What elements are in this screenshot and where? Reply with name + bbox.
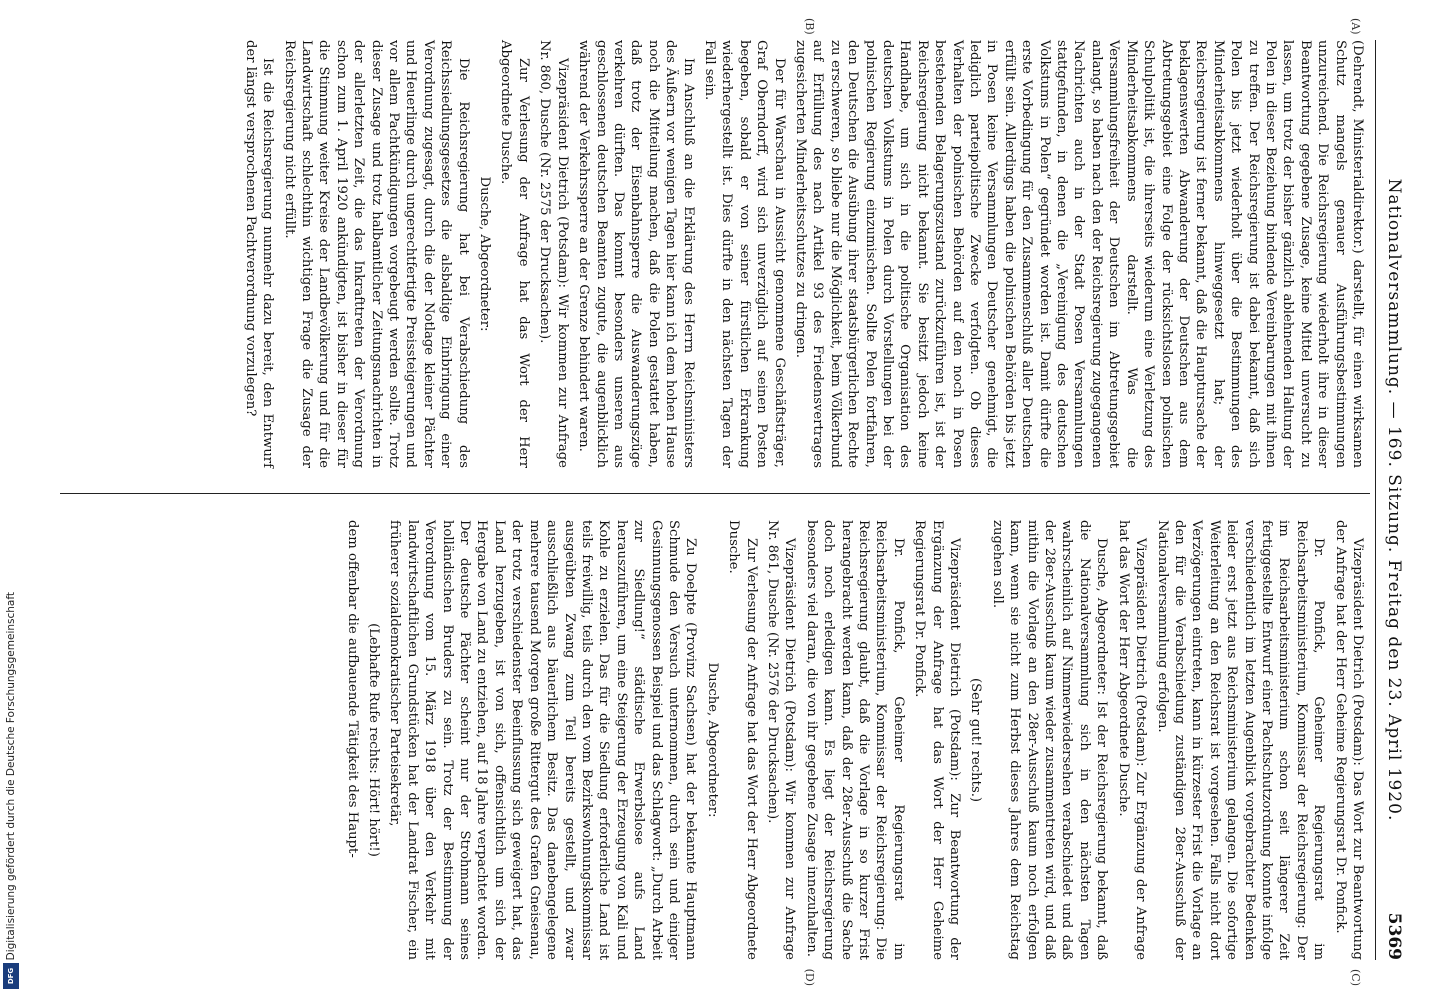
digitization-credit xyxy=(0,0,22,960)
paragraph: Vizepräsident Dietrich (Potsdam): Zur Ergänzung der Anfrage hat das Wort der Herr Abgeordnete Dusche. xyxy=(1115,520,1149,960)
paragraph: Zur Verlesung der Anfrage hat das Wort der Herr Abgeordnete Dusche. xyxy=(726,520,759,960)
paragraph: Zu Doelpte (Provinz Sachsen) hat der bekannte Hauptmann Schmude den Versuch unternommen, durch sein und einiger Gesinnungsgenossen Beispiel und das Schlagwort: „Durch Arbeit zur Siedlung!“ städtische Erwerbslose aufs Land herauszuführen, um eine Steigerung der Erzeugung von Kali und Kohle zu erzielen. Das für die Siedlung erforderliche Land ist teils freiwillig, teils durch den vom Bezirkswohnungskommissar ausgeübten Zwang zum Teil bereits gestellt, und zwar ausschließlich aus bäuerlichem Besitz. Das danebengelegene mehrere tausend Morgen große Rittergut des Grafen Gneisenau, der trotz verschiedenster Beeinflussung sich geweigert hat, das Land herzugeben, ist von sich, offensichtlich um sich der Hergabe von Land zu entziehen, auf 18 Jahre verpachtet worden. Der deutsche Pächter scheint nur der Strohmann seines holländischen Bruders zu sein. Trotz der Bestimmung der Verordnung vom 15. März 1918 über den Verkehr mit landwirtschaftlichen Grundstücken hat der Landrat Fischer, ein früherer sozialdemokratischer Parteisekretär, xyxy=(387,520,699,960)
right-column xyxy=(60,520,1366,960)
paragraph: Dusche, Abgeordneter: Ist der Reichsregierung bekannt, daß die Nationalversammlung sich in den nächsten Tagen wahrscheinlich auf Nimmerwiedersehen verabschiedet und daß der 28er-Ausschuß kaum wieder zusammentreten wird, und daß mithin die Vorlage an den 28er-Ausschuß kaum noch erfolgen kann, wenn sie nicht zum Herbst dieses Jahres dem Reichstag zugehen soll. xyxy=(989,520,1110,960)
paragraph: Vizepräsident Dietrich (Potsdam): Zur Beantwortung der Ergänzung der Anfrage hat das Wort der Herr Geheime Regierungsrat Dr. Ponfick. xyxy=(912,520,963,960)
margin-marker-c: (C) xyxy=(1349,969,1362,986)
dfg-logo-text: DFG xyxy=(7,967,15,985)
page-title: Nationalversammlung. — 169. Sitzung. Freitag den 23. April 1920. xyxy=(1384,178,1404,822)
paragraph: Vizepräsident Dietrich (Potsdam): Wir kommen zur Anfrage Nr. 861, Dusche (Nr. 2576 der Drucksachen). xyxy=(765,520,798,960)
credit-text: Digitalisierung gefördert durch die Deutsche Forschungsgemeinschaft xyxy=(5,591,17,960)
dfg-logo xyxy=(3,963,19,989)
left-column xyxy=(60,40,1366,468)
interjection: (Sehr gut! rechts.) xyxy=(968,677,984,803)
interjection: (Lebhafte Rufe rechts: Hört! hört!) xyxy=(366,623,382,857)
page-number: 5369 xyxy=(1384,912,1404,960)
header-rule xyxy=(1375,40,1376,960)
column-divider xyxy=(60,493,1370,494)
margin-marker-b: (B) xyxy=(803,18,816,35)
paragraph: (Dehrendt, Ministerialdirektor.) darstellt, für einen wirksamen Schutz mangels genauer Ausführungsbestimmungen unzureichend. Die Reichsregierung wiederholt ihre in dieser Beantwortung gegebene Zusage, keine Mittel unversucht zu lassen, um trotz der bisher gänzlich ablehnenden Haltung der Polen in dieser Beziehung bindende Vereinbarungen mit ihnen zu treffen. Der Reichsregierung ist dabei bekannt, daß sich Polen bis jetzt wiederholt über die Bestimmungen des Minderheitsabkommens hinweggesetzt hat; der Reichsregierung ist ferner bekannt, daß die Hauptursache der beklagenswerten Abwanderung der Deutschen aus dem Abtretungsgebiet eine Folge der rücksichtslosen polnischen Schulpolitik ist, die ihrerseits wiederum eine Verletzung des Minderheitsabkommens darstellt. Was die Versammlungsfreiheit der Deutschen im Abtretungsgebiet anlangt, so haben nach den der Reichsregierung zugegangenen Nachrichten auch in der Stadt Posen Versammlungen stattgefunden, in denen die „Vereinigung des deutschen Volkstums in Polen“ gegründet worden ist. Damit dürfte die erste Vorbedingung für den Zusammenschluß aller Deutschen erfüllt sein. Allerdings haben die polnischen Behörden bis jetzt in Posen keine Versammlungen Deutscher genehmigt, die lediglich parteipolitische Zwecke verfolgten. Ob dieses Verhalten der polnischen Behörden auf den noch in Posen bestehenden Belagerungszustand zurückzuführen ist, ist der Reichsregierung nicht bekannt. Sie besitzt jedoch keine Handhabe, um sich in die politische Organisation des deutschen Volkstums in Polen durch Vorstellungen bei der polnischen Regierung einzumischen. Sollte Polen fortfahren, den Deutschen die Ausübung ihrer staatsbürgerlichen Rechte zu erschweren, so bliebe nur die Möglichkeit, beim Völkerbund auf Erfüllung des nach Artikel 93 des Friedensvertrages zugesicherten Minderheitsschutzes zu dringen. xyxy=(793,40,1365,468)
paragraph: Vizepräsident Dietrich (Potsdam): Wir kommen zur Anfrage Nr. 860, Dusche (Nr. 2575 der Drucksachen). xyxy=(537,40,570,468)
footer-strip xyxy=(0,0,22,1000)
paragraph: Der für Warschau in Aussicht genommene Geschäftsträger, Graf Oberndorff, wird sich unverzüglich auf seinen Posten begeben, sobald er von seiner fürstlichen Erkrankung wiederhergestellt ist. Dies dürfte in den nächsten Tagen der Fall sein. xyxy=(701,40,787,468)
margin-marker-a: (A) xyxy=(1349,18,1362,35)
paragraph: Dr. Ponfick, Geheimer Regierungsrat im Reichsarbeitsministerium, Kommissar der Reichsregierung: Die Reichsregierung glaubt, daß die Vorlage in so kurzer Frist herangebracht werden kann, daß der 28er-Ausschuß die Sache doch noch erledigen kann. Es liegt der Reichsregierung besonders viel daran, die von ihr gegebene Zusage innezuhalten. xyxy=(803,520,906,960)
paragraph: Vizepräsident Dietrich (Potsdam): Das Wort zur Beantwortung der Anfrage hat der Herr Geheime Regierungsrat Dr. Ponfick. xyxy=(1332,520,1365,960)
paragraph: Zur Verlesung der Anfrage hat das Wort der Herr Abgeordnete Dusche. xyxy=(498,40,531,468)
paragraph: Dr. Ponfick, Geheimer Regierungsrat im Reichsarbeitsministerium, Kommissar der Reichsregierung: Der im Reichsarbeitsministerium schon seit längerer Zeit fertiggestellte Entwurf einer Pachtschutzordnung konnte infolge verschiedentlich im letzten Augenblick vorgebrachter Bedenken leider erst jetzt aus Reichsministerium gelangen. Die sofortige Weiterleitung an den Reichsrat ist vorgesehen. Falls nicht dort Verzögerungen eintreten, kann in kürzester Frist die Vorlage an den für die Verabschiedung zuständigen 28er-Ausschuß der Nationalversammlung erfolgen. xyxy=(1154,520,1327,960)
paragraph: dem offenbar die aufbauende Tätigkeit des Haupt- xyxy=(344,520,360,858)
paragraph: Ist die Reichsregierung nunmehr dazu bereit, den Entwurf der längst versprochenen Pachtverordnung vorzulegen? xyxy=(242,40,276,468)
speaker-heading: Dusche, Abgeordneter: xyxy=(477,176,493,332)
page-header xyxy=(1374,40,1404,960)
margin-marker-d: (D) xyxy=(803,968,816,986)
paragraph: Im Anschluß an die Erklärung des Herrn Reichsministers des Äußern vor wenigen Tagen hier kann ich dem hohen Hause noch die Mitteilung machen, daß die Polen gestattet haben, daß trotz der Eisenbahnsperre die Auswanderungszüge verkehren dürften. Das kommt besonders unseren aus geschlossenen deutschen Beamten zugute, die augenblicklich während der Verkehrssperre an der Grenze behindert waren. xyxy=(576,40,696,468)
speaker-heading: Dusche, Abgeordneter: xyxy=(704,662,720,818)
paragraph: Die Reichsregierung hat bei Verabschiedung des Reichssiedlungsgesetzes die alsbaldige Einbringung einer Verordnung zugesagt, durch die der Notlage kleiner Pächter und Heuerlinge durch ungerechtfertigte Preissteigerungen und vor allem Pachtkündigungen vorgebeugt werden sollte. Trotz dieser Zusage und trotz halbamtlicher Zeitungsnachrichten in der allerletzten Zeit, die das Inkrafttreten der Verordnung schon zum 1. April 1920 ankündigten, ist bisher in dieser für die Stimmung weiter Kreise der Landbevölkerung und für die Landwirtschaft schlechthin wichtigen Frage die Zusage der Reichsregierung nicht erfüllt. xyxy=(281,40,471,468)
